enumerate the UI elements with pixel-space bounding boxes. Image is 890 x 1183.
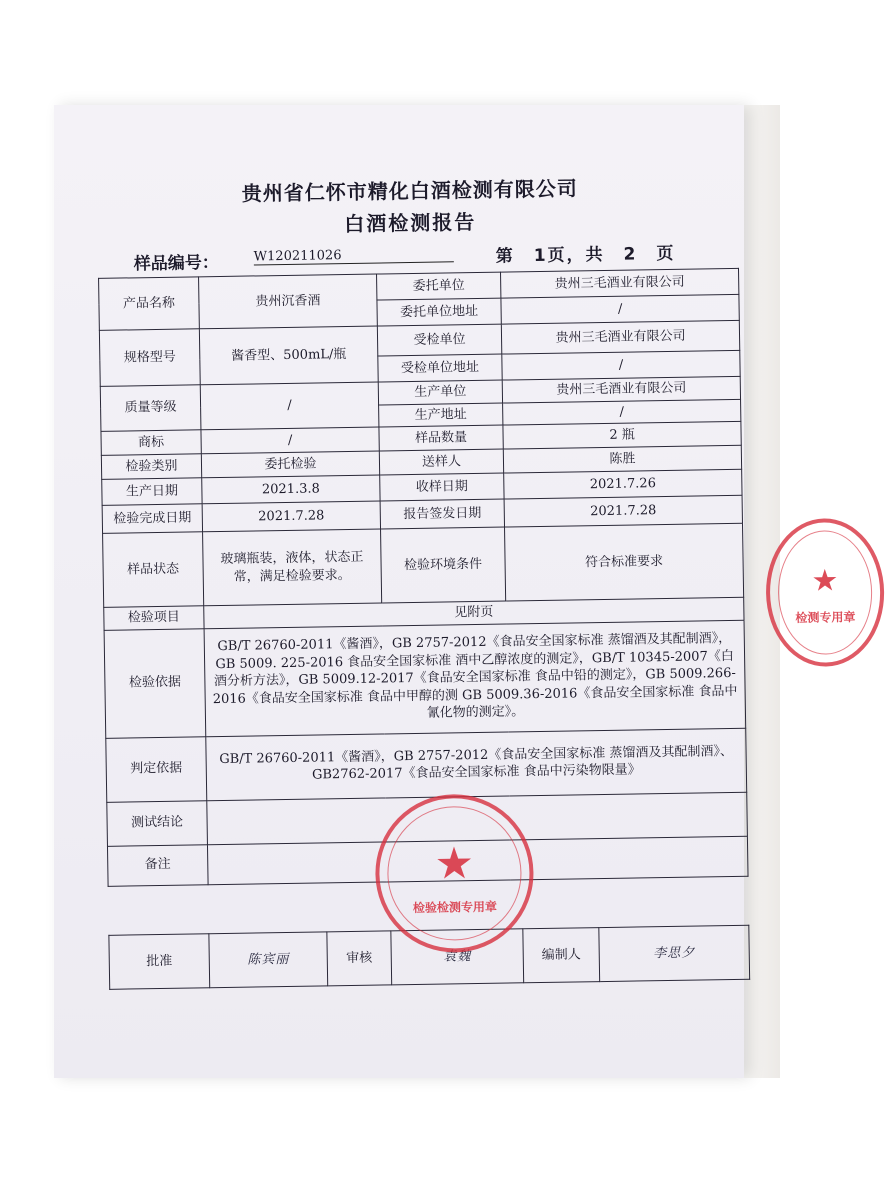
completion-date-label: 检验完成日期	[102, 504, 202, 534]
inspection-type-value: 委托检验	[201, 451, 379, 478]
client-address-label: 委托单位地址	[377, 298, 501, 326]
paper-sheet	[54, 105, 856, 1078]
review-label: 审核	[327, 931, 392, 986]
production-date-value: 2021.3.8	[202, 475, 380, 504]
sample-no-label: 样品编号：	[133, 253, 219, 275]
conclusion-label: 测试结论	[107, 800, 208, 846]
remark-label: 备注	[107, 844, 208, 886]
producer-address-value: /	[503, 399, 741, 425]
side-seal-ring	[777, 530, 873, 655]
side-seal-star-icon: ★	[811, 563, 839, 599]
report-document	[74, 140, 856, 1010]
issue-date-value: 2021.7.28	[504, 495, 742, 527]
seal-text: 检验检测专用章	[412, 899, 498, 916]
approve-signature: 陈宾丽	[209, 932, 328, 988]
quantity-value: 2 瓶	[503, 421, 741, 449]
basis-value: GB/T 26760-2011《酱酒》，GB 2757-2012《食品安全国家标准 蒸馏酒及其配制酒》，GB 5009. 225-2016 食品安全国家标准 酒中乙醇浓度的测定》，GB/T 10345-2007《白酒分析方法》，GB 5009.12-2017《食品安全国家标准 食品中铅的测定》，GB 5009.266-2016《食品安全国家标准 食品中甲醇的测 GB 5009.36-2016《食品安全国家标准 食品中氰化物的测定》。	[204, 620, 746, 736]
trademark-value: /	[201, 427, 379, 454]
compile-label: 编制人	[523, 928, 600, 983]
approve-label: 批准	[109, 934, 210, 990]
environment-value: 符合标准要求	[505, 523, 744, 601]
test-items-label: 检验项目	[104, 606, 204, 630]
side-seal	[765, 518, 885, 668]
quality-value: /	[200, 382, 379, 430]
client-address-value: /	[501, 294, 739, 324]
signature-table	[108, 925, 750, 990]
sender-label: 送样人	[379, 449, 503, 475]
receive-date-value: 2021.7.26	[504, 469, 742, 499]
sample-state-value: 玻璃瓶装，液体，状态正常，满足检验要求。	[203, 529, 382, 606]
product-name-value: 贵州沉香酒	[199, 274, 378, 329]
report-table	[98, 268, 748, 890]
seal-star-icon: ★	[434, 838, 475, 890]
producer-label: 生产单位	[378, 380, 502, 404]
inspected-address-label: 受检单位地址	[378, 354, 502, 382]
trademark-label: 商标	[101, 430, 201, 456]
compile-signature: 李思夕	[599, 925, 750, 981]
judgement-basis-value: GB/T 26760-2011《酱酒》，GB 2757-2012《食品安全国家标准 蒸馏酒及其配制酒》、GB2762-2017《食品安全国家标准 食品中污染物限量》	[206, 728, 747, 800]
judgement-basis-label: 判定依据	[106, 736, 207, 802]
test-items-value: 见附页	[204, 597, 744, 628]
product-name-label: 产品名称	[99, 277, 200, 331]
client-value: 贵州三毛酒业有限公司	[501, 268, 739, 298]
report-title: 白酒检测报告	[344, 209, 477, 237]
sender-value: 陈胜	[503, 445, 741, 473]
environment-label: 检验环境条件	[381, 527, 506, 603]
review-signature: 袁魏	[391, 929, 524, 985]
sample-no-value: W120211026	[254, 246, 454, 265]
spec-label: 规格型号	[99, 329, 200, 387]
spec-value: 酱香型、500mL/瓶	[199, 326, 378, 385]
sample-number-line	[134, 238, 734, 273]
quality-label: 质量等级	[100, 385, 201, 432]
inspected-unit-label: 受检单位	[377, 324, 501, 356]
document-photo	[54, 105, 856, 1078]
producer-address-label: 生产地址	[379, 403, 503, 427]
inspected-address-value: /	[502, 350, 740, 380]
producer-value: 贵州三毛酒业有限公司	[502, 376, 740, 402]
receive-date-label: 收样日期	[380, 473, 504, 501]
inspection-type-label: 检验类别	[101, 454, 201, 480]
completion-date-value: 2021.7.28	[202, 501, 380, 532]
side-seal-text: 检测专用章	[795, 610, 856, 625]
inspected-unit-value: 贵州三毛酒业有限公司	[501, 320, 739, 354]
production-date-label: 生产日期	[102, 478, 202, 506]
page-info: 第 1页，共 2 页	[495, 243, 676, 267]
client-label: 委托单位	[377, 272, 501, 300]
issue-date-label: 报告签发日期	[380, 499, 504, 529]
company-title: 贵州省仁怀市精化白酒检测有限公司	[241, 176, 578, 206]
remark-value	[207, 836, 748, 884]
sample-state-label: 样品状态	[103, 532, 204, 608]
quantity-label: 样品数量	[379, 425, 503, 451]
basis-label: 检验依据	[104, 628, 206, 738]
